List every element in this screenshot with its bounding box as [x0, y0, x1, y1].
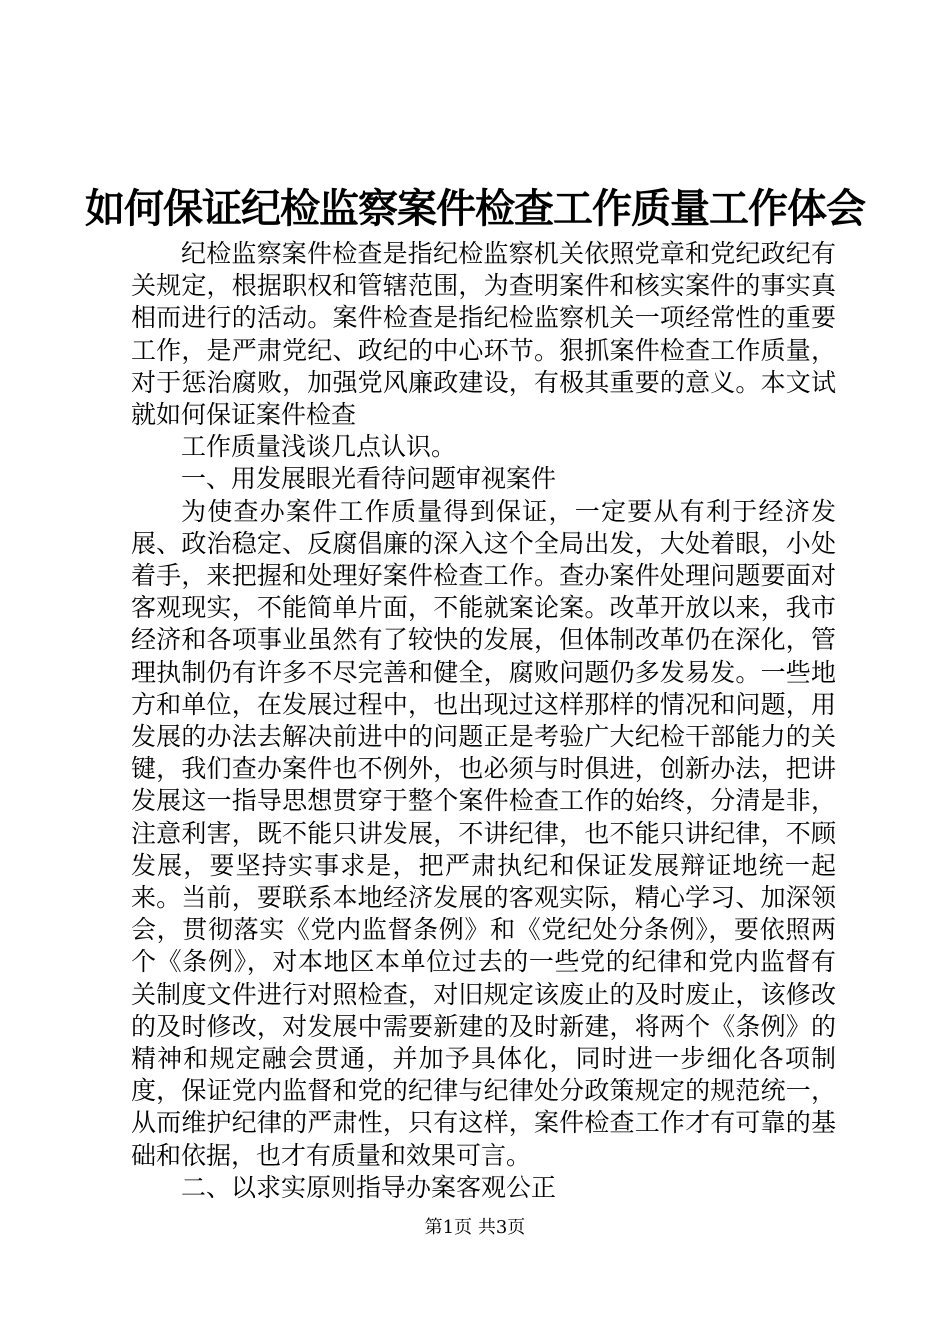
section-heading: 一、用发展眼光看待问题审视案件 — [181, 464, 557, 494]
paragraph: 为使查办案件工作质量得到保证，一定要从有利于经济发展、政治稳定、反腐倡廉的深入这个全局出发，大处着眼，小处着手，来把握和处理好案件检查工作。查办案件处理问题要面对客观现实，不能简单片面，不能就案论案。改革开放以来，我市经济和各项事业虽然有了较快的发展，但体制改革仍在深化，管理执制仍有许多不尽完善和健全，腐败问题仍多发易发。一些地方和单位，在发展过程中，也出现过这样那样的情况和问题，用发展的办法去解决前进中的问题正是考验广大纪检干部能力的关键，我们查办案件也不例外，也必须与时俱进，创新办法，把讲发展这一指导思想贯穿于整个案件检查工作的始终，分清是非，注意利害，既不能只讲发展，不讲纪律，也不能只讲纪律，不顾发展，要坚持实事求是，把严肃执纪和保证发展辩证地统一起来。当前，要联系本地经济发展的客观实际，精心学习、加深领会，贯彻落实《党内监督条例》和《党纪处分条例》，要依照两个《条例》，对本地区本单位过去的一些党的纪律和党内监督有关制度文件进行对照检查，对旧规定该废止的及时废止，该修改的及时修改，对发展中需要新建的及时新建，将两个《条例》的精神和规定融会贯通，并加予具体化，同时进一步细化各项制度，保证党内监督和党的纪律与纪律处分政策规定的规范统一，从而维护纪律的严肃性，只有这样，案件检查工作才有可靠的基础和依据，也才有质量和效果可言。 — [131, 496, 836, 1170]
document-title: 如何保证纪检监察案件检查工作质量工作体会 — [85, 185, 865, 232]
section-heading: 二、以求实原则指导办案客观公正 — [181, 1172, 557, 1202]
paragraph: 纪检监察案件检查是指纪检监察机关依照党章和党纪政纪有关规定，根据职权和管辖范围，为查明案件和核实案件的事实真相而进行的活动。案件检查是指纪检监察机关一项经常性的重要工作，是严肃党纪、政纪的中心环节。狠抓案件检查工作质量，对于惩治腐败，加强党风廉政建设，有极其重要的意义。本文试就如何保证案件检查 — [131, 239, 836, 430]
paragraph: 工作质量浅谈几点认识。 — [181, 432, 457, 462]
document-body — [131, 238, 836, 1204]
page-number-footer: 第1页 共3页 — [424, 1217, 526, 1238]
